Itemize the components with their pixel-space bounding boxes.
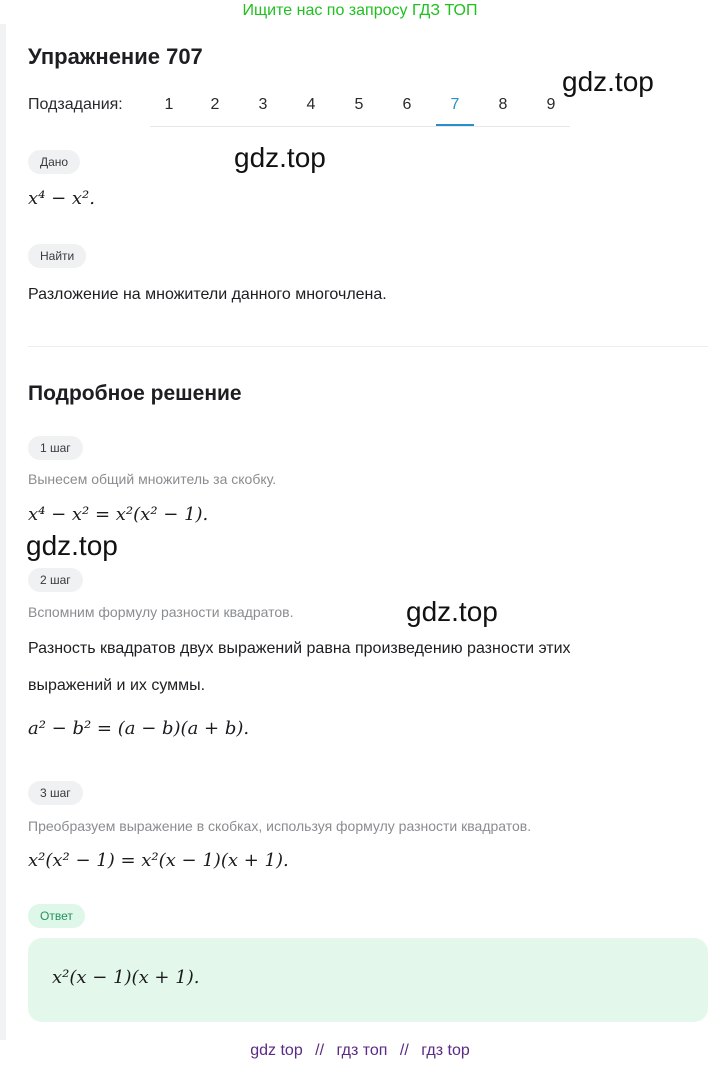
step-3-formula: x²(x² − 1) = x²(x − 1)(x + 1). [28,850,289,871]
step-2-badge: 2 шаг [28,568,83,592]
subtask-tab-1[interactable]: 1 [164,96,174,113]
given-badge: Дано [28,150,80,174]
watermark: gdz.top [234,142,326,173]
subtask-tab-8[interactable]: 8 [498,96,508,113]
footer-link-gdz-top[interactable]: gdz top [250,1042,303,1059]
subtasks-label: Подзадания: [28,96,123,113]
find-text: Разложение на множители данного многочлена. [28,286,387,303]
step-1-formula: x⁴ − x² = x²(x² − 1). [28,504,209,525]
subtask-tab-4[interactable]: 4 [306,96,316,113]
watermark: gdz.top [26,530,118,561]
footer-links [0,1042,720,1060]
step-1-badge: 1 шаг [28,436,83,460]
answer-box [28,938,708,1022]
footer-separator: // [399,1042,409,1059]
solution-title: Подробное решение [28,382,242,405]
step-2-hint: Вспомним формулу разности квадратов. [28,604,294,620]
section-divider [28,346,708,347]
subtask-tab-7[interactable]: 7 [436,90,474,126]
subtask-tab-5[interactable]: 5 [354,96,364,113]
subtask-tab-2[interactable]: 2 [210,96,220,113]
subtask-tab-3[interactable]: 3 [258,96,268,113]
find-badge: Найти [28,244,86,268]
subtasks-tabs [150,90,570,127]
step-2-text-line-2: выражений и их суммы. [28,677,206,694]
subtask-tab-6[interactable]: 6 [402,96,412,113]
answer-formula: x²(x − 1)(x + 1). [52,967,200,988]
step-2-text-line-1: Разность квадратов двух выражений равна произведению разности этих [28,640,571,657]
page-title: Упражнение 707 [28,44,203,69]
subtask-tab-9[interactable]: 9 [546,96,556,113]
footer-link-gdz-top-mixed[interactable]: гдз top [421,1042,470,1059]
answer-badge: Ответ [28,904,85,928]
watermark: gdz.top [406,596,498,627]
step-2-formula: a² − b² = (a − b)(a + b). [28,718,250,739]
step-3-badge: 3 шаг [28,781,83,805]
footer-link-gdz-top-ru[interactable]: гдз топ [336,1042,388,1059]
watermark: gdz.top [562,66,654,97]
given-expression: x⁴ − x². [28,188,95,209]
exercise-card [6,24,720,1040]
step-3-hint: Преобразуем выражение в скобках, используя формулу разности квадратов. [28,818,532,834]
footer-separator: // [315,1042,325,1059]
top-banner: Ищите нас по запросу ГДЗ ТОП [242,2,478,19]
step-1-hint: Вынесем общий множитель за скобку. [28,471,277,487]
